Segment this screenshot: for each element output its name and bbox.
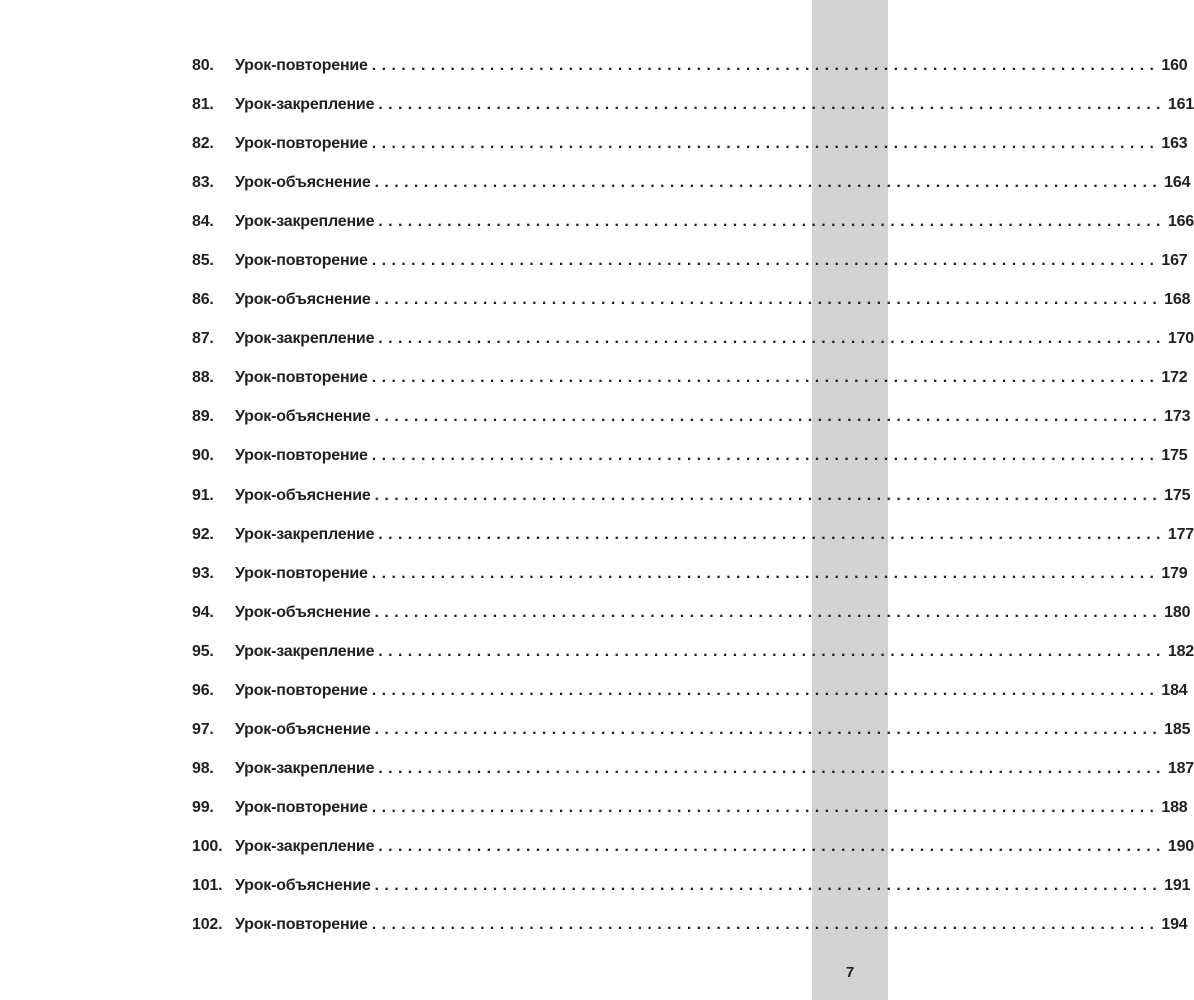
toc-entry	[192, 174, 1191, 213]
dot-leader: ................................................................................	[371, 57, 1160, 74]
entry-title: Урок-повторение	[235, 916, 368, 934]
entry-title: Урок-закрепление	[235, 642, 375, 660]
dot-leader: ................................................................................	[374, 720, 1163, 738]
entry-number: 80.	[192, 57, 214, 74]
entry-page-number: 184	[1161, 681, 1188, 699]
entry-title: Урок-закрепление	[235, 525, 375, 543]
toc-entry	[192, 564, 1188, 604]
entry-title: Урок-закрепление	[235, 837, 375, 855]
entry-title: Урок-повторение	[235, 252, 368, 270]
dot-leader: ................................................................................	[378, 525, 1166, 543]
entry-page-number: 190	[1167, 837, 1194, 855]
dot-leader: ................................................................................	[371, 916, 1160, 934]
dot-leader: ................................................................................	[374, 486, 1163, 504]
dot-leader: ................................................................................	[378, 759, 1166, 777]
dot-leader: ................................................................................	[371, 798, 1160, 816]
toc-entry	[192, 642, 1194, 682]
entry-page-number: 194	[1161, 916, 1188, 934]
entry-page-number: 163	[1161, 135, 1188, 153]
entry-number: 86.	[192, 291, 214, 309]
entry-title: Урок-повторение	[235, 369, 368, 387]
entry-title: Урок-закрепление	[235, 330, 375, 348]
dot-leader: ................................................................................	[374, 174, 1163, 192]
entry-title: Урок-повторение	[235, 135, 368, 153]
entry-page-number: 160	[1161, 57, 1188, 74]
entry-page-number: 175	[1164, 486, 1191, 504]
dot-leader: ................................................................................	[371, 447, 1160, 465]
entry-page-number: 164	[1164, 174, 1191, 192]
entry-page-number: 167	[1161, 252, 1188, 270]
dot-leader: ................................................................................	[374, 408, 1163, 426]
entry-page-number: 187	[1167, 759, 1194, 777]
toc-entry	[192, 916, 1188, 955]
toc-entry	[192, 135, 1188, 174]
entry-page-number: 188	[1161, 798, 1188, 816]
entry-page-number: 168	[1164, 291, 1191, 309]
entry-page-number: 173	[1164, 408, 1191, 426]
dot-leader: ................................................................................	[374, 291, 1163, 309]
entry-page-number: 170	[1167, 330, 1194, 348]
entry-title: Урок-повторение	[235, 681, 368, 699]
page-number: 7	[845, 964, 855, 981]
toc-entry	[192, 837, 1194, 877]
entry-title: Урок-повторение	[235, 798, 368, 816]
entry-number: 98.	[192, 759, 214, 777]
dot-leader: ................................................................................	[374, 876, 1163, 894]
entry-title: Урок-повторение	[235, 564, 368, 582]
toc-entry	[192, 447, 1188, 486]
entry-page-number: 182	[1167, 642, 1194, 660]
toc-entry	[192, 876, 1191, 916]
toc-entry	[192, 369, 1188, 408]
toc-entry	[192, 603, 1191, 643]
toc-entry	[192, 759, 1194, 799]
entry-number: 84.	[192, 213, 214, 231]
dot-leader: ................................................................................	[378, 837, 1166, 855]
dot-leader: ................................................................................	[371, 681, 1160, 699]
entry-number: 89.	[192, 408, 214, 426]
dot-leader: ................................................................................	[378, 96, 1166, 114]
entry-number: 82.	[192, 135, 214, 153]
entry-number: 94.	[192, 603, 214, 621]
entry-title: Урок-закрепление	[235, 213, 375, 231]
toc-entry	[192, 291, 1191, 330]
toc-entry	[192, 798, 1188, 838]
entry-number: 99.	[192, 798, 214, 816]
entry-number: 97.	[192, 720, 214, 738]
dot-leader: ................................................................................	[371, 252, 1160, 270]
entry-number: 92.	[192, 525, 214, 543]
toc-entry	[192, 681, 1188, 721]
entry-page-number: 161	[1167, 96, 1194, 114]
entry-number: 81.	[192, 96, 214, 114]
dot-leader: ................................................................................	[378, 642, 1166, 660]
entry-page-number: 180	[1164, 603, 1191, 621]
entry-title: Урок-объяснение	[235, 174, 371, 192]
entry-title: Урок-объяснение	[235, 720, 371, 738]
entry-number: 93.	[192, 564, 214, 582]
entry-title: Урок-объяснение	[235, 603, 371, 621]
entry-title: Урок-объяснение	[235, 408, 371, 426]
toc-entry	[192, 408, 1191, 447]
entry-title: Урок-повторение	[235, 447, 368, 465]
entry-page-number: 166	[1167, 213, 1194, 231]
toc-entry	[192, 57, 1188, 96]
entry-title: Урок-объяснение	[235, 876, 371, 894]
entry-page-number: 175	[1161, 447, 1188, 465]
dot-leader: ................................................................................	[371, 135, 1160, 153]
entry-number: 85.	[192, 252, 214, 270]
entry-title: Урок-объяснение	[235, 291, 371, 309]
entry-page-number: 191	[1164, 876, 1191, 894]
entry-title: Урок-закрепление	[235, 759, 375, 777]
entry-page-number: 172	[1161, 369, 1188, 387]
entry-number: 95.	[192, 642, 214, 660]
toc-entry	[192, 720, 1191, 760]
entry-page-number: 177	[1167, 525, 1194, 543]
toc-entry	[192, 96, 1194, 135]
toc-entry	[192, 252, 1188, 291]
dot-leader: ................................................................................	[371, 564, 1160, 582]
entry-page-number: 179	[1161, 564, 1188, 582]
entry-number: 96.	[192, 681, 214, 699]
entry-number: 90.	[192, 447, 214, 465]
entry-number: 87.	[192, 330, 214, 348]
dot-leader: ................................................................................	[378, 213, 1166, 231]
entry-number: 83.	[192, 174, 214, 192]
entry-number: 101.	[192, 876, 223, 894]
entry-title: Урок-закрепление	[235, 96, 375, 114]
toc-entry	[192, 486, 1191, 526]
entry-title: Урок-объяснение	[235, 486, 371, 504]
table-of-contents	[192, 57, 1194, 955]
entry-page-number: 185	[1164, 720, 1191, 738]
entry-number: 91.	[192, 486, 214, 504]
entry-title: Урок-повторение	[235, 57, 368, 74]
toc-entry	[192, 330, 1194, 369]
entry-number: 88.	[192, 369, 214, 387]
entry-number: 102.	[192, 916, 223, 934]
dot-leader: ................................................................................	[378, 330, 1166, 348]
dot-leader: ................................................................................	[371, 369, 1160, 387]
toc-entry	[192, 525, 1194, 565]
toc-entry	[192, 213, 1194, 252]
dot-leader: ................................................................................	[374, 603, 1163, 621]
entry-number: 100.	[192, 837, 223, 855]
